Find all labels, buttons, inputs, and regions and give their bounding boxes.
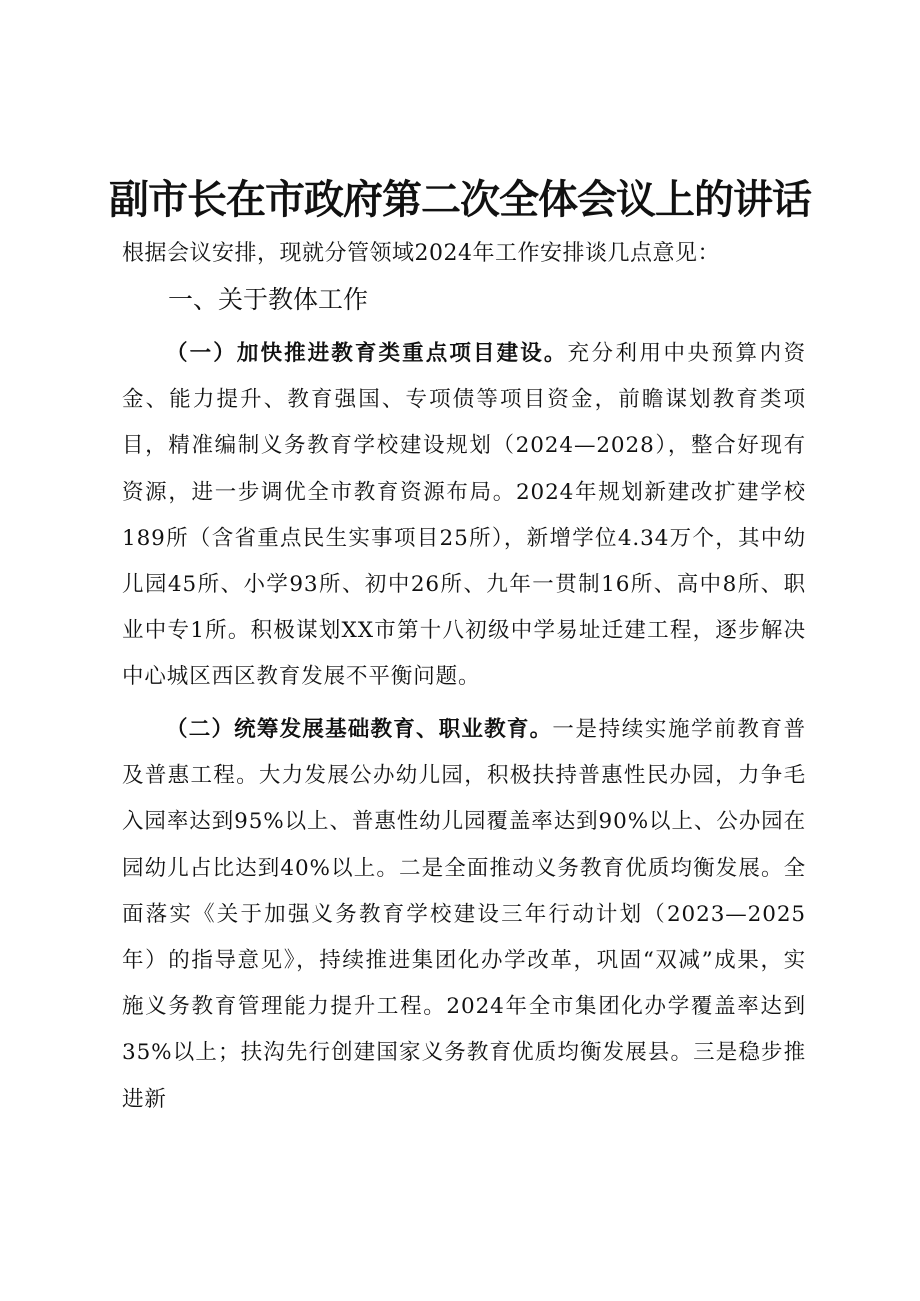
intro-paragraph: 根据会议安排，现就分管领域2024年工作安排谈几点意见：: [122, 241, 720, 266]
paragraph-1: [122, 331, 806, 701]
paragraph-1-lead: （一）加快推进教育类重点项目建设。: [166, 341, 568, 366]
paragraph-2: [122, 707, 806, 1123]
section-heading: 一、关于教体工作: [168, 285, 369, 314]
document-title: 副市长在市政府第二次全体会议上的讲话: [109, 177, 811, 223]
paragraph-2-lead: （二）统筹发展基础教育、职业教育。: [166, 717, 553, 742]
paragraph-1-body: 充分利用中央预算内资金、能力提升、教育强国、专项债等项目资金，前瞻谋划教育类项目，精准编制义务教育学校建设规划（2024—2028），整合好现有资源，进一步调优全市教育资源布局。2024年规划新建改扩建学校189所（含省重点民生实事项目25所），新增学位4.34万个，其中幼儿园45所、小学93所、初中26所、九年一贯制16所、高中8所、职业中专1所。积极谋划XX市第十八初级中学易址迁建工程，逐步解决中心城区西区教育发展不平衡问题。: [122, 341, 806, 690]
paragraph-2-body: 一是持续实施学前教育普及普惠工程。大力发展公办幼儿园，积极扶持普惠性民办园，力争毛入园率达到95%以上、普惠性幼儿园覆盖率达到90%以上、公办园在园幼儿占比达到40%以上。二是全面推动义务教育优质均衡发展。全面落实《关于加强义务教育学校建设三年行动计划（2023—2025年）的指导意见》，持续推进集团化办学改革，巩固“双减”成果，实施义务教育管理能力提升工程。2024年全市集团化办学覆盖率达到35%以上；扶沟先行创建国家义务教育优质均衡发展县。三是稳步推进新: [122, 717, 806, 1112]
